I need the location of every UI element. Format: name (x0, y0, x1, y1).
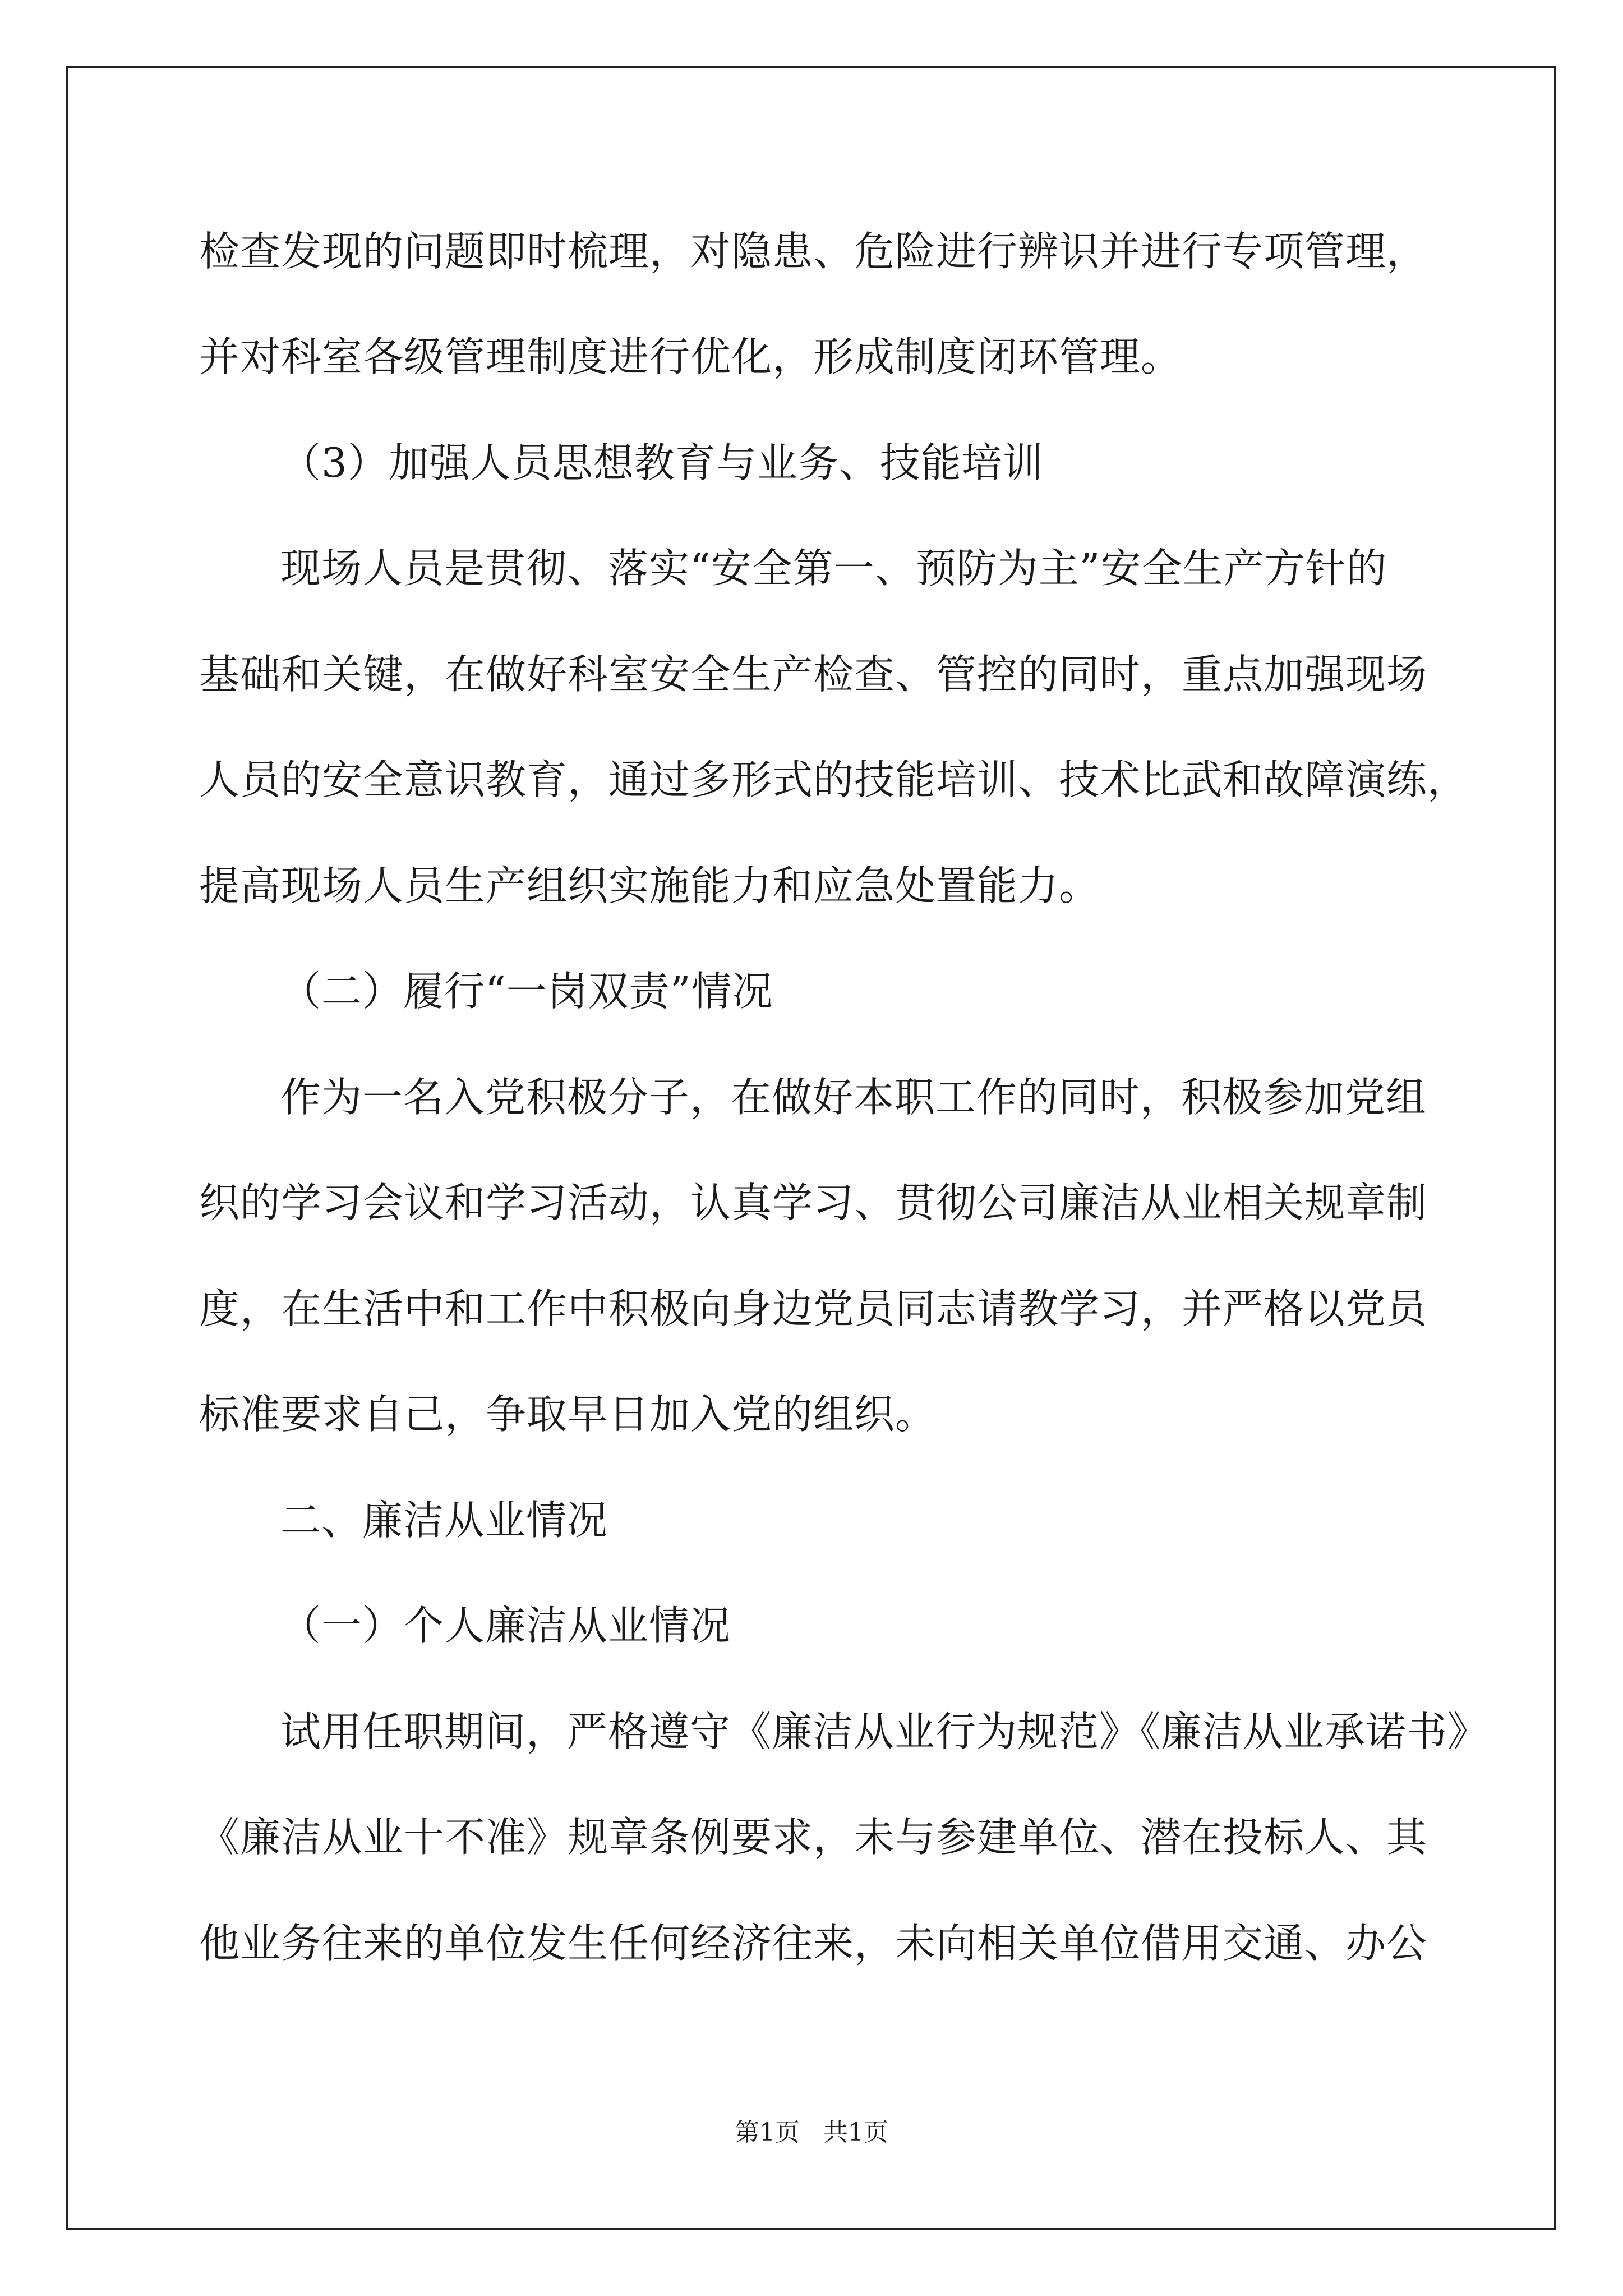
paragraph-line: 并对科室各级管理制度进行优化，形成制度闭环管理。 (199, 333, 1182, 380)
paragraph-line: 他业务往来的单位发生任何经济往来，未向相关单位借用交通、办公 (199, 1920, 1428, 1967)
paragraph-line: 织的学习会议和学习活动，认真学习、贯彻公司廉洁从业相关规章制 (199, 1179, 1428, 1226)
page-number-footer: 第1页 共1页 (735, 2118, 888, 2147)
section-heading: 二、廉洁从业情况 (280, 1497, 608, 1544)
paragraph-line: 现场人员是贯彻、落实“安全第一、预防为主”安全生产方针的 (280, 545, 1387, 592)
page-border (66, 66, 1556, 2230)
paragraph-line: 作为一名入党积极分子，在做好本职工作的同时，积极参加党组 (280, 1074, 1427, 1121)
section-heading: （一）个人廉洁从业情况 (280, 1602, 731, 1649)
paragraph-line: 度，在生活中和工作中积极向身边党员同志请教学习，并严格以党员 (199, 1285, 1428, 1332)
paragraph-line: 人员的安全意识教育，通过多形式的技能培训、技术比武和故障演练， (199, 756, 1469, 803)
paragraph-line: 《廉洁从业十不准》规章条例要求，未与参建单位、潜在投标人、其 (199, 1814, 1428, 1861)
paragraph-line: 标准要求自己，争取早日加入党的组织。 (199, 1391, 937, 1438)
paragraph-line: 试用任职期间，严格遵守《廉洁从业行为规范》《廉洁从业承诺书》 (280, 1708, 1489, 1755)
section-heading: （二）履行“一岗双责”情况 (280, 968, 773, 1015)
paragraph-line: 提高现场人员生产组织实施能力和应急处置能力。 (199, 862, 1100, 909)
section-heading: （3）加强人员思想教育与业务、技能培训 (280, 439, 1044, 486)
paragraph-line: 检查发现的问题即时梳理，对隐患、危险进行辨识并进行专项管理， (199, 228, 1428, 275)
paragraph-line: 基础和关键，在做好科室安全生产检查、管控的同时，重点加强现场 (199, 651, 1428, 698)
